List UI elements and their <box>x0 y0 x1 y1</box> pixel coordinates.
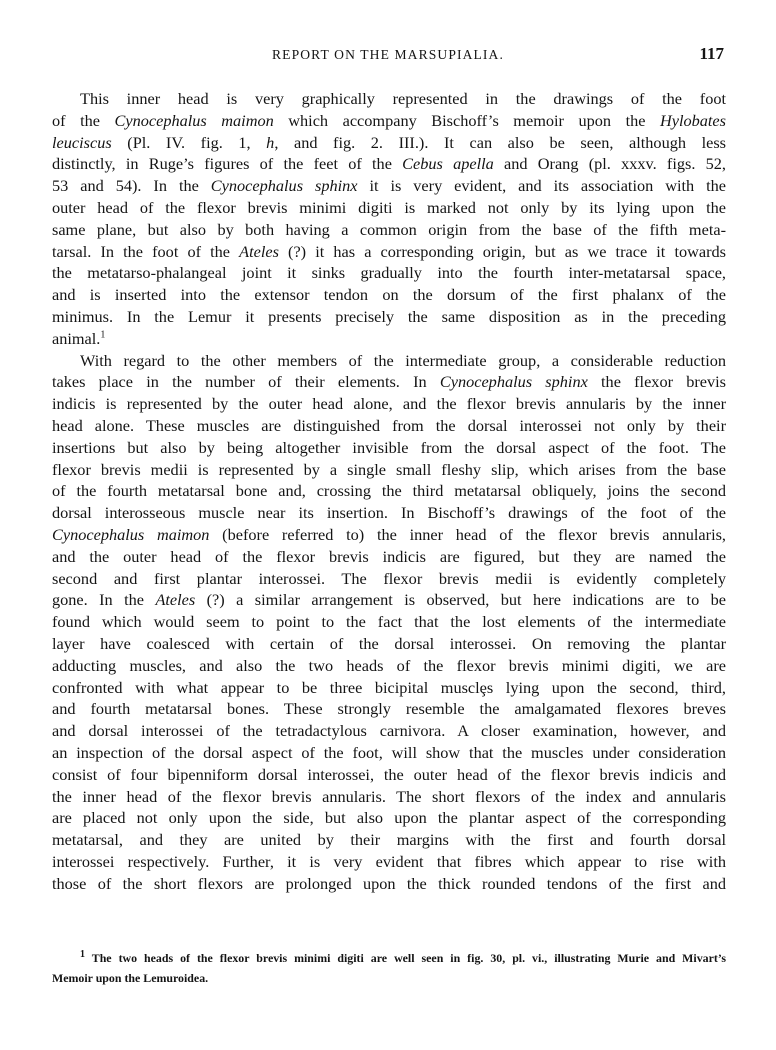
page-number: 117 <box>699 44 724 63</box>
body-text <box>52 88 726 894</box>
text-line: adducting muscles, and also the two heads of the flexor brevis minimi digiti, we are <box>52 655 726 675</box>
text-line: of the Cynocephalus maimon which accompany Bischoff’s memoir upon the Hylobates <box>52 110 726 130</box>
text-line: and the outer head of the flexor brevis indicis are figured, but they are named the <box>52 546 726 566</box>
text-line: consist of four bipenniform dorsal interossei, the outer head of the flexor brevis indicis and <box>52 764 726 784</box>
text-line: the inner head of the flexor brevis annularis. The short flexors of the index and annularis <box>52 786 726 806</box>
paragraph-2 <box>52 350 726 895</box>
text-line: of the fourth metatarsal bone and, crossing the third metatarsal obliquely, joins the second <box>52 481 726 501</box>
running-header <box>52 44 724 68</box>
text-line: Cynocephalus maimon (before referred to) the inner head of the flexor brevis annularis, <box>52 524 726 544</box>
text-line: and fourth metatarsal bones. These strongly resemble the amalgamated flexores breves <box>52 699 726 719</box>
text-line: the metatarso-phalangeal joint it sinks gradually into the fourth inter-metatarsal space, <box>52 263 726 283</box>
text-line: metatarsal, and they are united by their margins with the first and fourth dorsal <box>52 830 726 850</box>
text-line: second and first plantar interossei. The flexor brevis medii is evidently completely <box>52 568 726 588</box>
running-title: REPORT ON THE MARSUPIALIA. <box>272 47 504 62</box>
text-line: 53 and 54). In the Cynocephalus sphinx it is very evident, and its association with the <box>52 176 726 196</box>
text-line: takes place in the number of their elements. In Cynocephalus sphinx the flexor brevis <box>52 372 726 392</box>
text-line: indicis is represented by the outer head alone, and the flexor brevis annularis by the inner <box>52 394 726 414</box>
text-line: gone. In the Ateles (?) a similar arrangement is observed, but here indications are to be <box>52 590 726 610</box>
text-line: distinctly, in Ruge’s figures of the feet of the Cebus apella and Orang (pl. xxxv. figs. 52, <box>52 154 726 174</box>
text-line: With regard to the other members of the intermediate group, a considerable reduction <box>80 350 726 370</box>
text-line: layer have coalesced with certain of the dorsal interossei. On removing the plantar <box>52 633 726 653</box>
text-line: outer head of the flexor brevis minimi digiti is marked not only by its lying upon the <box>52 197 726 217</box>
text-line: flexor brevis medii is represented by a single small fleshy slip, which arises from the base <box>52 459 726 479</box>
text-line: and dorsal interossei of the tetradactylous carnivora. A closer examination, however, and <box>52 721 726 741</box>
text-line: dorsal interosseous muscle near its insertion. In Bischoff’s drawings of the foot of the <box>52 503 726 523</box>
paragraph-1 <box>52 88 726 350</box>
text-line: confronted with what appear to be three bicipital musclȩs lying upon the second, third, <box>52 677 726 697</box>
text-line: those of the short flexors are prolonged upon the thick rounded tendons of the first and <box>52 873 726 893</box>
text-line: This inner head is very graphically represented in the drawings of the foot <box>80 89 726 108</box>
text-line: an inspection of the dorsal aspect of the foot, will show that the muscles under consideration <box>52 742 726 762</box>
footnote-line: $^1$ The two heads of the flexor brevis minimi digiti are well seen in fig. 30, pl. vi., illustrating Murie and Mivart’s <box>80 949 726 965</box>
text-line: minimus. In the Lemur it presents precisely the same disposition as in the preceding <box>52 306 726 326</box>
text-line: are placed not only upon the side, but also upon the plantar aspect of the corresponding <box>52 808 726 828</box>
text-line: animal.$^1$ <box>52 328 106 348</box>
text-line: found which would seem to point to the fact that the lost elements of the intermediate <box>52 612 726 632</box>
text-line: head alone. These muscles are distinguished from the dorsal interossei not only by their <box>52 415 726 435</box>
footnote <box>52 949 726 988</box>
text-line: insertions but also by being altogether invisible from the dorsal aspect of the foot. The <box>52 437 726 457</box>
text-line: tarsal. In the foot of the Ateles (?) it has a corresponding origin, but as we trace it towards <box>52 241 726 261</box>
text-line: and is inserted into the extensor tendon on the dorsum of the first phalanx of the <box>52 285 726 305</box>
footnote-line: Memoir upon the Lemuroidea. <box>52 970 209 985</box>
text-line: leuciscus (Pl. IV. fig. 1, h, and fig. 2. III.). It can also be seen, although less <box>52 132 726 152</box>
text-line: interossei respectively. Further, it is very evident that fibres which appear to rise with <box>52 851 726 871</box>
text-line: same plane, but also by both having a common origin from the base of the fifth meta- <box>52 219 726 239</box>
